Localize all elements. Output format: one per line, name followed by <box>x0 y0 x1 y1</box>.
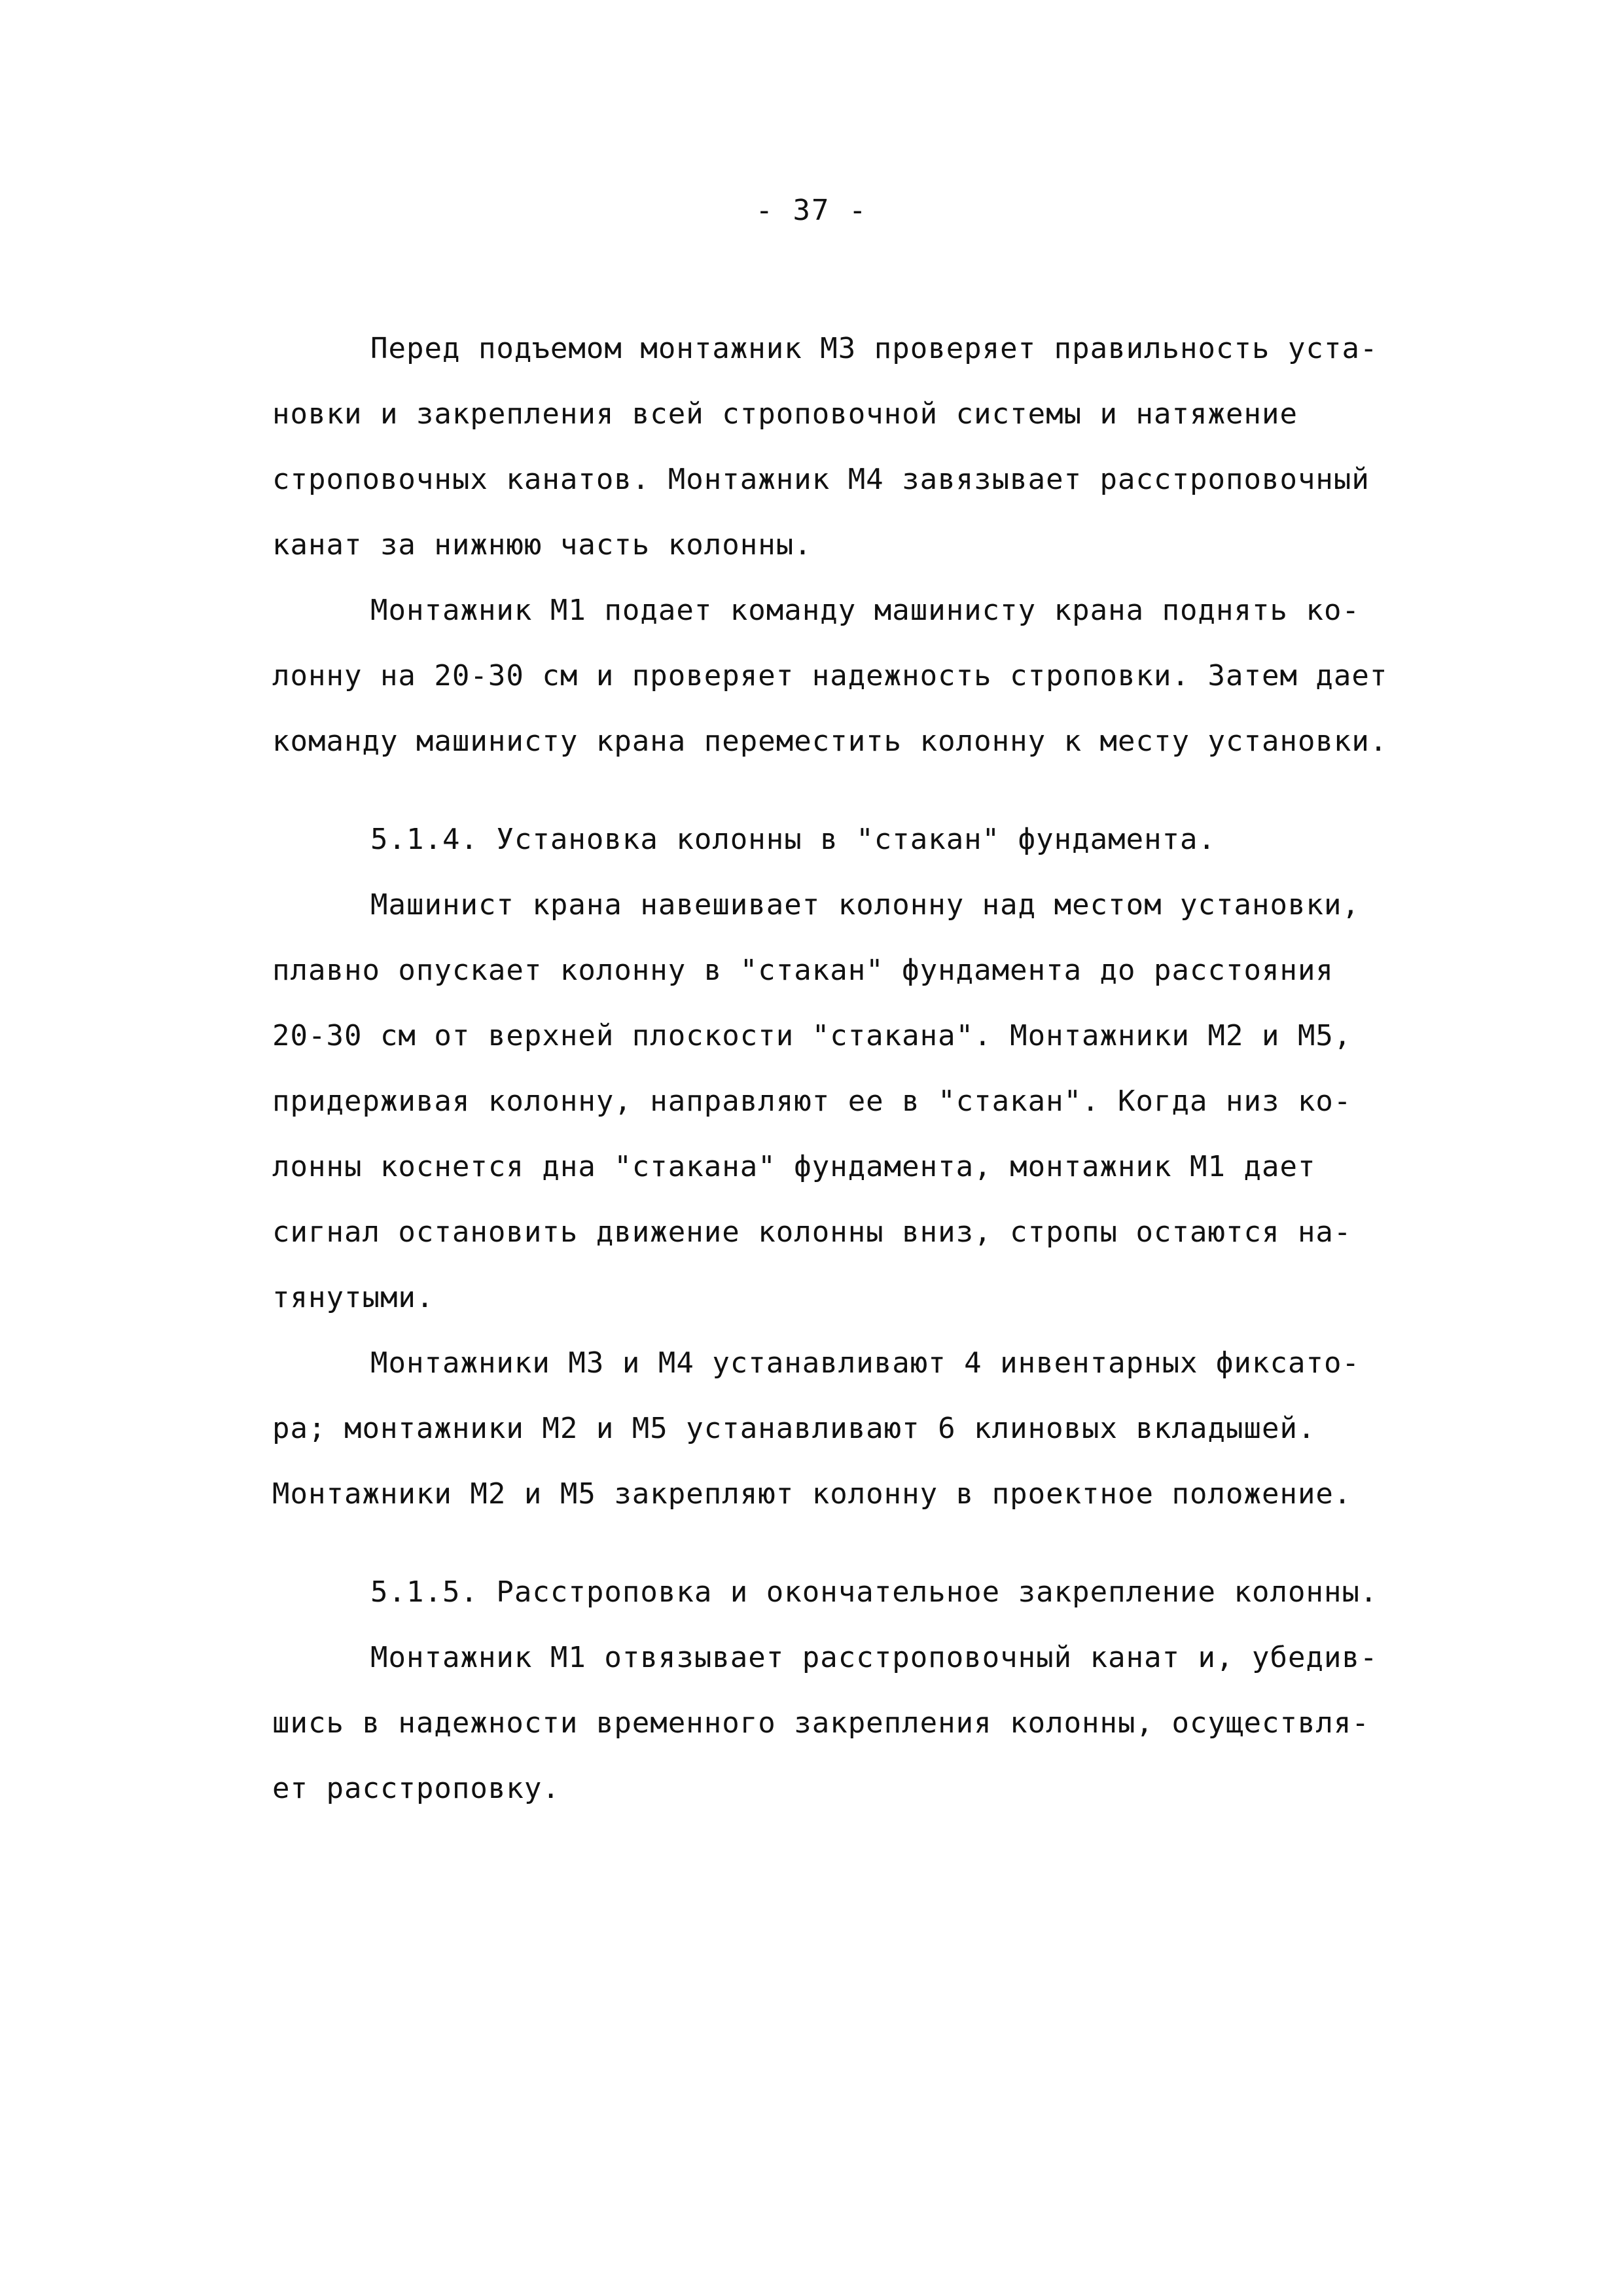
text-line: Монтажник М1 отвязывает расстроповочный канат и, убедив- <box>370 1641 1378 1674</box>
text-line: 20-30 см от верхней плоскости "стакана". Монтажники М2 и М5, <box>272 1019 1352 1052</box>
paragraph-lowering <box>272 872 1503 1331</box>
section-heading-text: 5.1.5. Расстроповка и окончательное закрепление колонны. <box>370 1575 1378 1609</box>
text-line: Машинист крана навешивает колонну над местом установки, <box>370 888 1360 922</box>
paragraph-pre-lift-check <box>272 316 1503 578</box>
text-line: лонны коснется дна "стакана" фундамента, монтажник М1 дает <box>272 1150 1316 1183</box>
text-line: команду машинисту крана переместить колонну к месту установки. <box>272 725 1388 758</box>
paragraph-fixing <box>272 1331 1503 1527</box>
paragraph-lift-command <box>272 578 1503 774</box>
text-line: Монтажники М2 и М5 закрепляют колонну в проектное положение. <box>272 1477 1352 1511</box>
page-number: - 37 - <box>755 194 868 227</box>
text-line: сигнал остановить движение колонны вниз, стропы остаются на- <box>272 1215 1352 1249</box>
text-line: Монтажники М3 и М4 устанавливают 4 инвентарных фиксато- <box>370 1346 1360 1380</box>
text-line: придерживая колонну, направляют ее в "стакан". Когда низ ко- <box>272 1085 1352 1118</box>
section-heading-5-1-4 <box>272 807 1503 872</box>
section-heading-5-1-5 <box>272 1560 1503 1625</box>
text-line: Перед подъемом монтажник М3 проверяет правильность уста- <box>370 332 1378 365</box>
section-heading-text: 5.1.4. Установка колонны в "стакан" фундамента. <box>370 823 1217 856</box>
text-line: тянутыми. <box>272 1281 435 1314</box>
text-line: новки и закрепления всей строповочной системы и натяжение <box>272 397 1298 431</box>
text-line: Монтажник М1 подает команду машинисту крана поднять ко- <box>370 594 1360 627</box>
text-line: строповочных канатов. Монтажник М4 завязывает расстроповочный <box>272 463 1370 496</box>
text-line: канат за нижнюю часть колонны. <box>272 528 812 562</box>
paragraph-unslinging <box>272 1625 1503 1821</box>
text-line: лонну на 20-30 см и проверяет надежность строповки. Затем дает <box>272 659 1388 692</box>
text-line: шись в надежности временного закрепления колонны, осуществля- <box>272 1706 1370 1740</box>
text-line: ра; монтажники М2 и М5 устанавливают 6 клиновых вкладышей. <box>272 1412 1316 1445</box>
text-line: ет расстроповку. <box>272 1772 560 1805</box>
text-line: плавно опускает колонну в "стакан" фундамента до расстояния <box>272 954 1334 987</box>
